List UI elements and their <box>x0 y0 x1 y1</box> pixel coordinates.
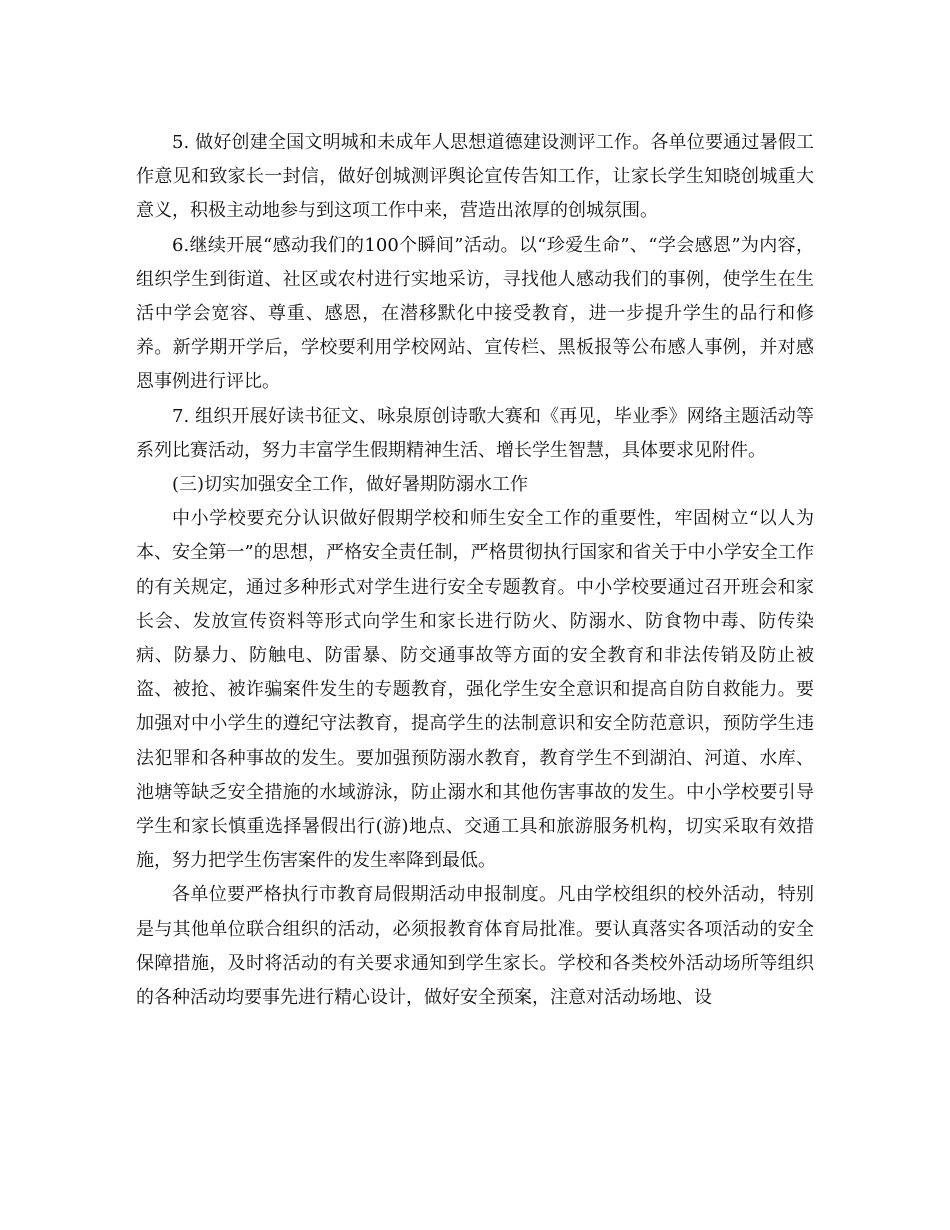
paragraph-safety-education: 中小学校要充分认识做好假期学校和师生安全工作的重要性，牢固树立“以人为本、安全第一”的思想，严格安全责任制，严格贯彻执行国家和省关于中小学安全工作的有关规定，通过多种形式对学生进行安全专题教育。中小学校要通过召开班会和家长会、发放宣传资料等形式向学生和家长进行防火、防溺水、防食物中毒、防传染病、防暴力、防触电、防雷暴、防交通事故等方面的安全教育和非法传销及防止被盗、被抢、被诈骗案件发生的专题教育，强化学生安全意识和提高自防自救能力。要加强对中小学生的遵纪守法教育，提高学生的法制意识和安全防范意识，预防学生违法犯罪和各种事故的发生。要加强预防溺水教育，教育学生不到湖泊、河道、水库、池塘等缺乏安全措施的水域游泳，防止溺水和其他伤害事故的发生。中小学校要引导学生和家长慎重选择暑假出行(游)地点、交通工具和旅游服务机构，切实采取有效措施，努力把学生伤害案件的发生率降到最低。 <box>136 508 814 872</box>
paragraph-activity-approval: 各单位要严格执行市教育局假期活动申报制度。凡由学校组织的校外活动，特别是与其他单位联合组织的活动，必须报教育体育局批准。要认真落实各项活动的安全保障措施，及时将活动的有关要求通知到学生家长。学校和各类校外活动场所等组织的各种活动均要事先进行精心设计，做好安全预案，注意对活动场地、设 <box>136 884 814 1009</box>
paragraph-item-6: 6.继续开展“感动我们的100个瞬间”活动。以“珍爱生命”、“学会感恩”为内容，组织学生到街道、社区或农村进行实地采访，寻找他人感动我们的事例，使学生在生活中学会宽容、尊重、感恩，在潜移默化中接受教育，进一步提升学生的品行和修养。新学期开学后，学校要利用学校网站、宣传栏、黑板报等公布感人事例，并对感恩事例进行评比。 <box>136 234 814 393</box>
paragraph-item-7: 7. 组织开展好读书征文、咏泉原创诗歌大赛和《再见，毕业季》网络主题活动等系列比赛活动，努力丰富学生假期精神生活、增长学生智慧，具体要求见附件。 <box>136 405 814 461</box>
paragraph-item-5: 5. 做好创建全国文明城和未成年人思想道德建设测评工作。各单位要通过暑假工作意见和致家长一封信，做好创城测评舆论宣传告知工作，让家长学生知晓创城重大意义，积极主动地参与到这项工作中来，营造出浓厚的创城氛围。 <box>136 132 814 222</box>
document-body <box>136 126 814 1015</box>
section-heading-safety: (三)切实加强安全工作，做好暑期防溺水工作 <box>172 474 529 496</box>
